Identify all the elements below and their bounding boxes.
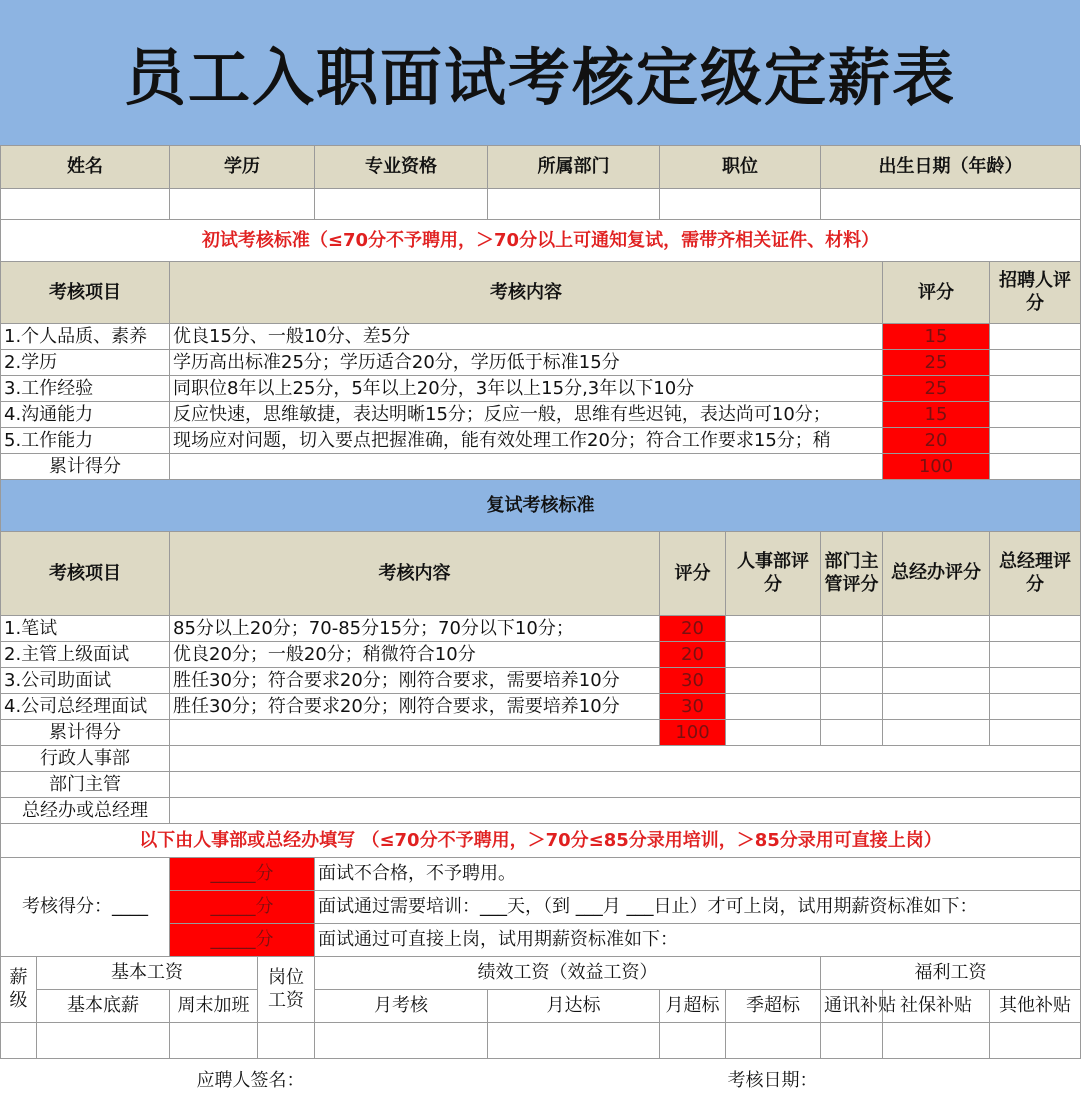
sign-row-manager [1,772,1081,798]
initial-score-1[interactable]: 15 [883,324,990,350]
retest-item-3: 3.公司助面试 [1,668,170,694]
initial-score-4[interactable]: 15 [883,402,990,428]
retest-content-3: 胜任30分；符合要求20分；刚符合要求，需要培养10分 [170,668,660,694]
gm-office-score-2[interactable] [883,642,990,668]
retest-standard-title: 复试考核标准 [1,480,1081,532]
basic-info-input-row [1,189,1081,220]
table-row [1,668,1081,694]
initial-item-3: 3.工作经验 [1,376,170,402]
table-row [1,616,1081,642]
recruiter-total-score[interactable] [990,454,1081,480]
assessment-date-label: 考核日期： [727,1069,818,1091]
retest-total-row [1,720,1081,746]
monthly-target-label: 月达标 [488,990,660,1023]
header-education: 学历 [170,146,315,189]
sign-row-gm [1,798,1081,824]
basic-salary-label: 基本工资 [37,957,258,990]
salary-header-row-1 [1,957,1081,990]
retest-content-2: 优良20分；一般20分；稍微符合10分 [170,642,660,668]
retest-header-gm-office-score: 总经办评分 [883,532,990,616]
retest-score-2[interactable]: 20 [660,642,726,668]
initial-content-1: 优良15分、一般10分、差5分 [170,324,883,350]
initial-content-2: 学历高出标准25分；学历适合20分，学历低于标准15分 [170,350,883,376]
retest-header-score: 评分 [660,532,726,616]
outcome-score-blank-2[interactable]: _____分 [170,891,315,924]
retest-item-1: 1.笔试 [1,616,170,642]
manager-score-1[interactable] [821,616,883,642]
recruiter-score-1[interactable] [990,324,1081,350]
sign-label-hr: 行政人事部 [1,746,170,772]
outcome-text-2: 面试通过需要培训：___天，（到 ___月 ___日止）才可上岗，试用期薪资标准如下： [315,891,1081,924]
salary-header-row-2 [1,990,1081,1023]
page-title: 员工入职面试考核定级定薪表 [123,41,956,114]
header-department: 所属部门 [488,146,660,189]
title-banner [0,0,1080,145]
retest-content-1: 85分以上20分；70-85分15分；70分以下10分； [170,616,660,642]
table-row [1,402,1081,428]
outcome-row-1 [1,858,1081,891]
outcome-score-blank-3[interactable]: _____分 [170,924,315,957]
initial-item-5: 5.工作能力 [1,428,170,454]
retest-header-gm-score: 总经理评分 [990,532,1081,616]
header-birthdate: 出生日期（年龄） [821,146,1081,189]
header-name: 姓名 [1,146,170,189]
initial-item-1: 1.个人品质、素养 [1,324,170,350]
retest-score-4[interactable]: 30 [660,694,726,720]
manager-score-2[interactable] [821,642,883,668]
hr-score-3[interactable] [726,668,821,694]
initial-score-5[interactable]: 20 [883,428,990,454]
retest-score-1[interactable]: 20 [660,616,726,642]
salary-level-label: 薪级 [1,957,37,1023]
basic-info-header-row [1,146,1081,189]
retest-score-3[interactable]: 30 [660,668,726,694]
gm-score-2[interactable] [990,642,1081,668]
education-field[interactable] [170,189,315,220]
initial-header-recruiter-score: 招聘人评分 [990,262,1081,324]
assessment-sheet [0,145,1081,1103]
initial-header-content: 考核内容 [170,262,883,324]
retest-header-item: 考核项目 [1,532,170,616]
table-row [1,428,1081,454]
retest-total-label: 累计得分 [1,720,170,746]
table-row [1,376,1081,402]
header-qualification: 专业资格 [315,146,488,189]
monthly-assessment-label: 月考核 [315,990,488,1023]
retest-item-4: 4.公司总经理面试 [1,694,170,720]
applicant-sign-label: 应聘人签名： [196,1069,305,1091]
hr-score-2[interactable] [726,642,821,668]
performance-salary-label: 绩效工资（效益工资） [315,957,821,990]
initial-item-2: 2.学历 [1,350,170,376]
assessment-score-label: 考核得分：____ [1,858,170,957]
social-insurance-allowance-label: 社保补贴 [883,990,990,1023]
applicant-sign-field[interactable] [315,1059,660,1103]
initial-content-3: 同职位8年以上25分，5年以上20分，3年以上15分,3年以下10分 [170,376,883,402]
salary-input-row [1,1023,1081,1059]
birthdate-field[interactable] [821,189,1081,220]
initial-content-5: 现场应对问题，切入要点把握准确，能有效处理工作20分；符合工作要求15分；稍 [170,428,883,454]
initial-header-item: 考核项目 [1,262,170,324]
table-row [1,324,1081,350]
table-row [1,350,1081,376]
initial-item-4: 4.沟通能力 [1,402,170,428]
gm-score-4[interactable] [990,694,1081,720]
post-salary-label: 岗位工资 [258,957,315,1023]
sign-field-manager[interactable] [170,772,1081,798]
initial-total-label: 累计得分 [1,454,170,480]
initial-standard-note: 初试考核标准（≤70分不予聘用，＞70分以上可通知复试，需带齐相关证件、材料） [1,220,1081,262]
initial-note-row [1,220,1081,262]
recruiter-score-4[interactable] [990,402,1081,428]
outcome-text-1: 面试不合格，不予聘用。 [315,858,1081,891]
gm-office-score-4[interactable] [883,694,990,720]
name-field[interactable] [1,189,170,220]
qualification-field[interactable] [315,189,488,220]
retest-header-hr-score: 人事部评分 [726,532,821,616]
retest-item-2: 2.主管上级面试 [1,642,170,668]
gm-office-score-3[interactable] [883,668,990,694]
retest-header-row [1,532,1081,616]
initial-score-3[interactable]: 25 [883,376,990,402]
sign-field-gm[interactable] [170,798,1081,824]
sign-label-gm: 总经办或总经理 [1,798,170,824]
position-field[interactable] [660,189,821,220]
final-note-row [1,824,1081,858]
header-position: 职位 [660,146,821,189]
retest-content-4: 胜任30分；符合要求20分；刚符合要求，需要培养10分 [170,694,660,720]
table-row [1,694,1081,720]
sign-row-hr [1,746,1081,772]
base-pay-label: 基本底薪 [37,990,170,1023]
gm-score-3[interactable] [990,668,1081,694]
quarterly-exceed-label: 季超标 [726,990,821,1023]
outcome-text-3: 面试通过可直接上岗，试用期薪资标准如下： [315,924,1081,957]
final-note: 以下由人事部或总经办填写 （≤70分不予聘用，＞70分≤85分录用培训，＞85分录用可直接上岗） [1,824,1081,858]
retest-total-score[interactable]: 100 [660,720,726,746]
manager-score-4[interactable] [821,694,883,720]
hr-score-4[interactable] [726,694,821,720]
welfare-salary-label: 福利工资 [821,957,1081,990]
initial-header-row [1,262,1081,324]
gm-score-1[interactable] [990,616,1081,642]
communication-allowance-label: 通讯补贴 [821,990,883,1023]
retest-band-row [1,480,1081,532]
gm-office-score-1[interactable] [883,616,990,642]
initial-total-score[interactable]: 100 [883,454,990,480]
manager-score-3[interactable] [821,668,883,694]
footer-row [1,1059,1081,1103]
recruiter-score-2[interactable] [990,350,1081,376]
initial-content-4: 反应快速，思维敏捷，表达明晰15分；反应一般，思维有些迟钝，表达尚可10分； [170,402,883,428]
assessment-date-field[interactable] [821,1059,1081,1103]
sign-label-manager: 部门主管 [1,772,170,798]
recruiter-score-5[interactable] [990,428,1081,454]
monthly-exceed-label: 月超标 [660,990,726,1023]
other-allowance-label: 其他补贴 [990,990,1081,1023]
recruiter-score-3[interactable] [990,376,1081,402]
initial-score-2[interactable]: 25 [883,350,990,376]
retest-header-content: 考核内容 [170,532,660,616]
table-row [1,642,1081,668]
initial-header-score: 评分 [883,262,990,324]
department-field[interactable] [488,189,660,220]
outcome-score-blank-1[interactable]: _____分 [170,858,315,891]
initial-total-row [1,454,1081,480]
retest-header-manager-score: 部门主管评分 [821,532,883,616]
hr-score-1[interactable] [726,616,821,642]
sign-field-hr[interactable] [170,746,1081,772]
weekend-overtime-label: 周末加班 [170,990,258,1023]
